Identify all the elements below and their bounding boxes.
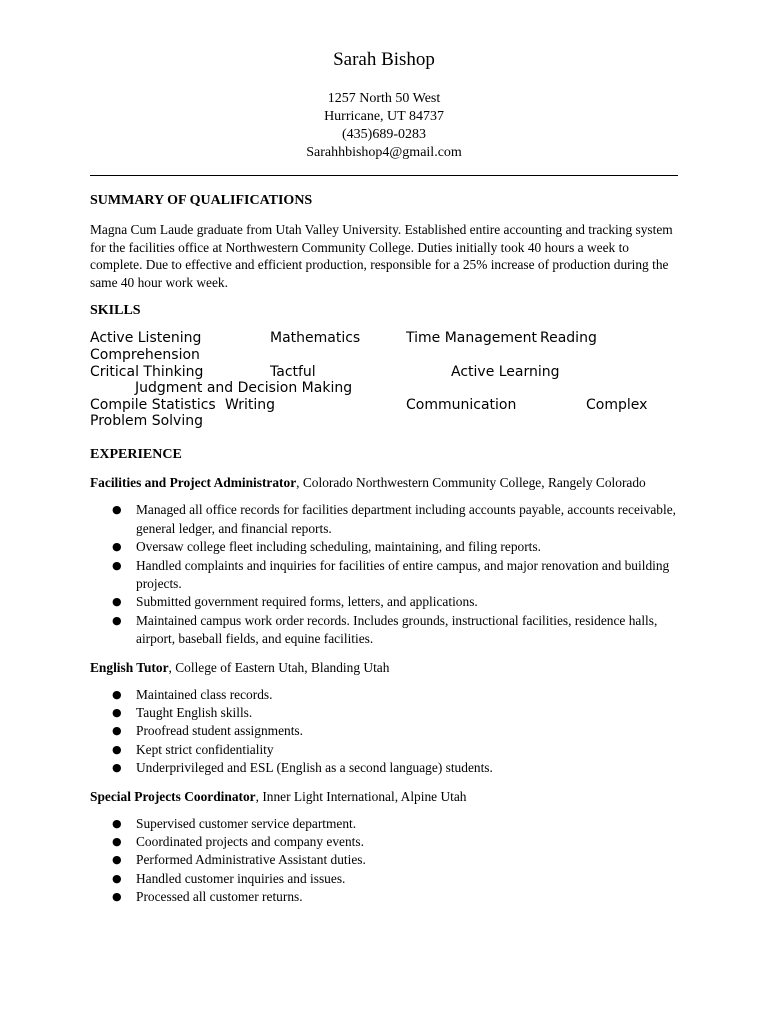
list-item: [90, 557, 686, 594]
skill-item: Tactful: [270, 363, 316, 380]
duty-list: [90, 686, 680, 778]
skill-item: Complex: [586, 396, 648, 413]
job-heading: [90, 659, 680, 677]
email-address: Sarahhbishop4@gmail.com: [306, 145, 462, 160]
duty-text: Taught English skills.: [136, 705, 253, 721]
list-item: [90, 686, 686, 704]
summary-heading: SUMMARY OF QUALIFICATIONS: [90, 193, 313, 208]
list-item: [90, 815, 686, 833]
skill-item: Critical Thinking: [90, 363, 204, 380]
job-role: Facilities and Project Administrator: [90, 475, 297, 491]
phone-number: (435)689-0283: [342, 127, 426, 142]
duty-text: Handled complaints and inquiries for facilities of entire campus, and major renovation and building projects.: [136, 557, 670, 591]
skill-item: Mathematics: [270, 330, 361, 347]
list-item: [90, 704, 686, 722]
bullet-icon: ●: [112, 761, 122, 775]
skills-list: [90, 330, 680, 430]
duty-text: Underprivileged and ESL (English as a second language) students.: [136, 760, 493, 776]
duty-list: [90, 815, 680, 907]
list-item: [90, 538, 686, 556]
skill-item: Judgment and Decision Making: [135, 380, 353, 397]
job-heading: [90, 474, 680, 492]
bullet-icon: ●: [112, 724, 122, 738]
bullet-icon: ●: [112, 835, 122, 849]
skills-heading: SKILLS: [90, 303, 141, 319]
bullet-icon: ●: [112, 742, 122, 756]
bullet-icon: ●: [112, 871, 122, 885]
address-line-1: 1257 North 50 West: [327, 91, 441, 106]
job-role: Special Projects Coordinator: [90, 788, 256, 804]
skill-item: Compile Statistics: [90, 396, 216, 413]
skill-item: Active Learning: [451, 363, 560, 380]
address-line-2: Hurricane, UT 84737: [324, 109, 444, 124]
skill-item: Problem Solving: [90, 413, 203, 430]
duty-text: Submitted government required forms, letters, and applications.: [136, 594, 478, 610]
duty-text: Coordinated projects and company events.: [136, 834, 364, 850]
skill-item: Comprehension: [90, 346, 200, 363]
list-item: [90, 722, 686, 740]
duty-text: Performed Administrative Assistant duties.: [136, 852, 366, 868]
bullet-icon: ●: [112, 595, 122, 609]
bullet-icon: ●: [112, 853, 122, 867]
list-item: [90, 851, 686, 869]
list-item: [90, 833, 686, 851]
skill-item: Communication: [406, 396, 517, 413]
skill-item: Writing: [225, 396, 275, 413]
duty-text: Maintained campus work order records. Includes grounds, instructional facilities, residence halls, airport, baseball fields, and equine facilities.: [136, 612, 658, 647]
experience-heading: EXPERIENCE: [90, 447, 182, 463]
job-details: , Colorado Northwestern Community College, Rangely Colorado: [296, 475, 646, 491]
duty-text: Managed all office records for facilities department including accounts payable, accounts receivable, general ledger, and financial reports.: [136, 502, 676, 536]
job-heading: [90, 788, 680, 806]
list-item: [90, 593, 686, 611]
list-item: [90, 612, 686, 649]
duty-text: Proofread student assignments.: [136, 723, 303, 739]
duty-text: Handled customer inquiries and issues.: [136, 870, 346, 886]
bullet-icon: ●: [112, 540, 122, 554]
duty-text: Oversaw college fleet including scheduling, maintaining, and filing reports.: [136, 539, 541, 555]
bullet-icon: ●: [112, 816, 122, 830]
duty-text: Kept strict confidentiality: [136, 741, 274, 757]
skill-item: Active Listening: [90, 330, 202, 347]
list-item: [90, 501, 686, 538]
duty-text: Maintained class records.: [136, 686, 273, 702]
job-role: English Tutor: [90, 659, 169, 675]
bullet-icon: ●: [112, 890, 122, 904]
list-item: [90, 870, 686, 888]
skill-item: Reading: [540, 330, 597, 347]
list-item: [90, 741, 686, 759]
duty-text: Processed all customer returns.: [136, 889, 303, 905]
resume-body: [90, 192, 680, 907]
job-details: , College of Eastern Utah, Blanding Utah: [168, 659, 390, 675]
header-divider: [90, 175, 678, 176]
bullet-icon: ●: [112, 558, 122, 572]
list-item: [90, 888, 686, 906]
duty-text: Supervised customer service department.: [136, 815, 357, 831]
resume-header: [0, 48, 768, 162]
list-item: [90, 759, 686, 777]
bullet-icon: ●: [112, 503, 122, 517]
candidate-name: Sarah Bishop: [333, 49, 435, 70]
bullet-icon: ●: [112, 706, 122, 720]
skill-item: Time Management: [406, 330, 537, 347]
bullet-icon: ●: [112, 687, 122, 701]
duty-list: [90, 501, 680, 648]
summary-text: Magna Cum Laude graduate from Utah Valley University. Established entire accounting and tracking system for the facilities office at Northwestern Community College. Duties initially took 40 hours a week to complete. Due to effective and efficient production, responsible for a 25% increase of production during the same 40 hour work week.: [90, 222, 673, 290]
bullet-icon: ●: [112, 613, 122, 627]
job-details: , Inner Light International, Alpine Utah: [255, 788, 467, 804]
